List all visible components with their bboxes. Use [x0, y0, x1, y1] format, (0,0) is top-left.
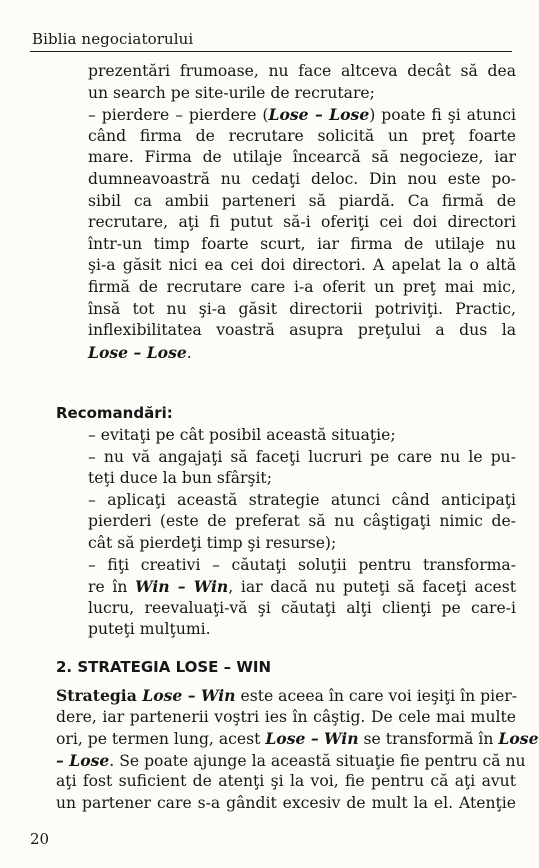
- emphasis-lose-lose: Lose – Lose: [88, 342, 187, 362]
- emphasis-lose-lose: Lose – Lose: [268, 105, 370, 125]
- section-title: 2. STRATEGIA LOSE – WIN: [56, 658, 272, 676]
- text-line: ori, pe termen lung, acest Lose – Win se transformă în Lose: [56, 729, 539, 749]
- text-line: şi-a găsit nici ea cei doi directori. A apelat la o altă: [88, 256, 516, 275]
- list-item: – evitaţi pe cât posibil această situaţie;: [88, 426, 396, 444]
- text-line: într-un timp foarte scurt, iar firma de utilaje nu: [88, 234, 516, 253]
- body-text-lower: [56, 685, 539, 815]
- recommendations-list: [88, 425, 516, 641]
- list-item: pierderi (este de preferat să nu câştigaţi nimic de-: [88, 512, 516, 531]
- list-item: teţi duce la bun sfârşit;: [88, 469, 272, 488]
- running-title: Biblia negociatorului: [32, 30, 194, 48]
- text-line: – pierdere – pierdere (Lose – Lose) poate fi şi atunci: [88, 105, 516, 125]
- recommendations-heading: Recomandări:: [56, 404, 173, 422]
- list-item: puteţi mulţumi.: [88, 620, 211, 639]
- emphasis-lose-win: Lose – Win: [265, 729, 359, 749]
- recommendations-block: [56, 403, 516, 425]
- text-line: mare. Firma de utilaje încearcă să negocieze, iar: [88, 148, 516, 167]
- text-line: firmă de recrutare care i-a oferit un preţ mai mic,: [88, 277, 516, 296]
- text-line: inflexibilitatea voastră asupra preţului a dus la: [88, 321, 516, 340]
- list-item: – nu vă angajaţi să faceţi lucruri pe care nu le pu-: [88, 447, 516, 466]
- text-line: însă tot nu şi-a găsit directorii potriviţi. Practic,: [88, 299, 516, 318]
- emphasis-win-win: Win – Win: [135, 577, 229, 597]
- emphasis-lose: – Lose: [56, 750, 110, 770]
- list-item: – fiţi creativi – căutaţi soluţii pentru transforma-: [88, 555, 516, 574]
- emphasis-lose-win: Lose – Win: [142, 686, 236, 705]
- text-line: Lose – Lose.: [88, 342, 192, 362]
- text-line: sibil ca ambii parteneri să piardă. Ca firmă de: [88, 191, 516, 210]
- list-item: cât să pierdeţi timp şi resurse);: [88, 533, 337, 552]
- text-line: – Lose. Se poate ajunge la această situaţie fie pentru că nu: [56, 750, 526, 770]
- text-line: dumneavoastră nu cedaţi deloc. Din nou este po-: [88, 169, 516, 188]
- page-number: 20: [30, 830, 50, 848]
- emphasis-lose: Lose: [498, 729, 539, 749]
- list-item: lucru, reevaluaţi-vă şi căutaţi alţi clienţi pe care-i: [88, 598, 516, 617]
- text-line: dere, iar partenerii voştri ies în câştig. De cele mai multe: [56, 707, 516, 726]
- header-rule: [30, 51, 512, 52]
- text-line: când firma de recrutare solicită un preţ foarte: [88, 126, 516, 145]
- list-item: – aplicaţi această strategie atunci când anticipaţi: [88, 490, 516, 509]
- text-line: aţi fost suficient de atenţi şi la voi, fie pentru că aţi avut: [56, 772, 516, 791]
- list-item: re în Win – Win, iar dacă nu puteţi să faceţi acest: [88, 577, 516, 597]
- body-text-upper: [88, 61, 516, 363]
- text-line: un search pe site-urile de recrutare;: [88, 83, 375, 102]
- text-line: prezentări frumoase, nu face altceva decât să dea: [88, 62, 516, 80]
- text-line: Strategia Lose – Win este aceea în care voi ieşiţi în pier-: [56, 686, 518, 705]
- text-line: un partener care s-a gândit excesiv de mult la el. Atenţie: [56, 793, 516, 812]
- text-line: recrutare, aţi fi putut să-i oferiţi cei doi directori: [88, 213, 516, 232]
